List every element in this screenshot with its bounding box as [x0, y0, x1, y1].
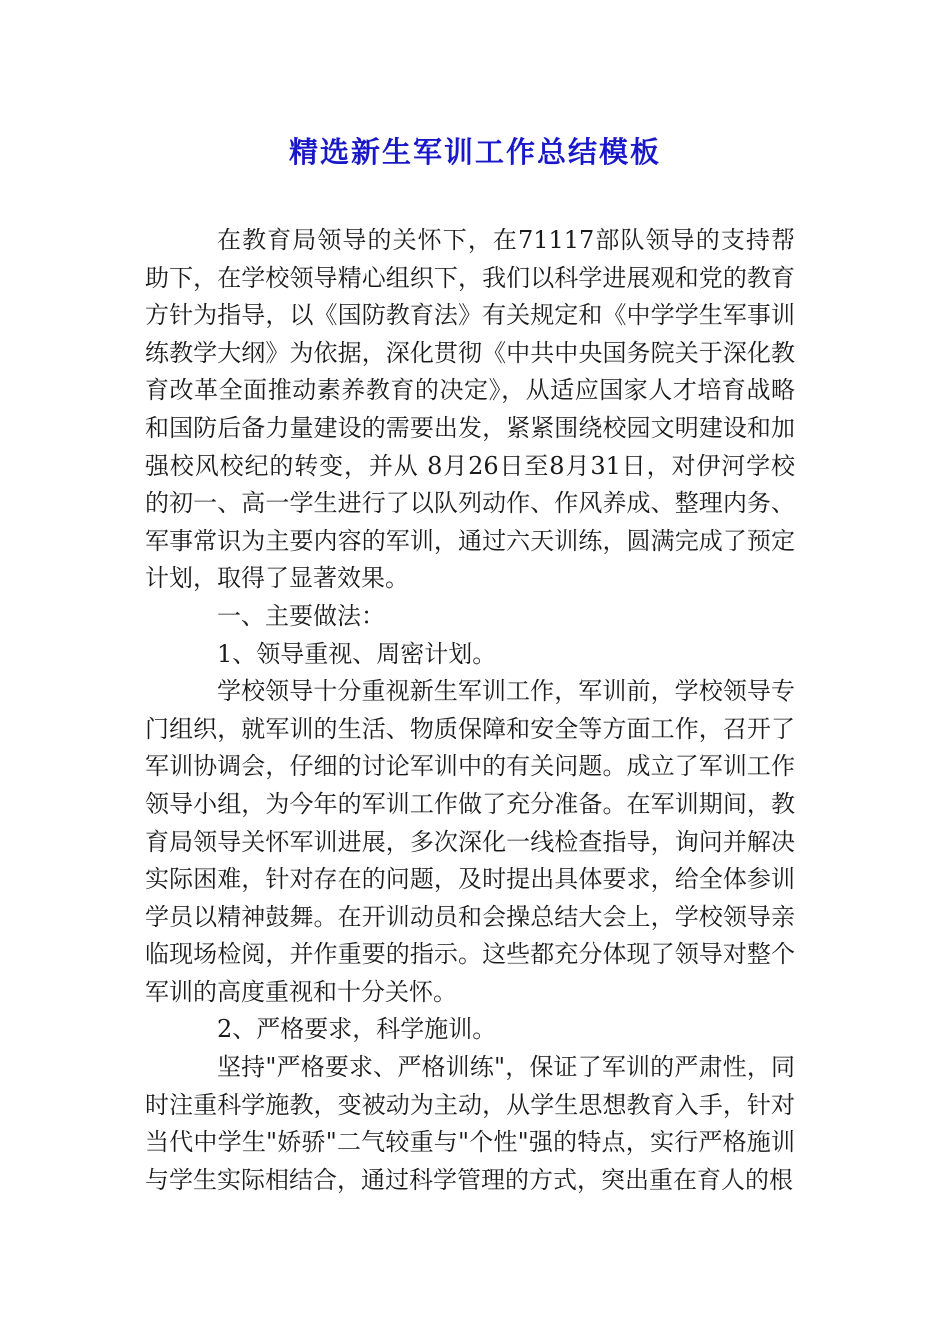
paragraph-strict-training: 坚持"严格要求、严格训练"，保证了军训的严肃性，同时注重科学施教，变被动为主动，从学生思想教育入手，针对当代中学生"娇骄"二气较重与"个性"强的特点，实行严格施训与学生实际相结合，通过科学管理的方式，突出重在育人的根 — [145, 1053, 795, 1194]
subheading-leadership: 1、领导重视、周密计划。 — [217, 639, 497, 668]
subheading-strict-training: 2、严格要求，科学施训。 — [217, 1015, 497, 1044]
paragraph-leadership: 学校领导十分重视新生军训工作，军训前，学校领导专门组织，就军训的生活、物质保障和安全等方面工作，召开了军训协调会，仔细的讨论军训中的有关问题。成立了军训工作领导小组，为今年的军训工作做了充分准备。在军训期间，教育局领导关怀军训进展，多次深化一线检查指导，询问并解决实际困难，针对存在的问题，及时提出具体要求，给全体参训学员以精神鼓舞。在开训动员和会操总结大会上，学校领导亲临现场检阅，并作重要的指示。这些都充分体现了领导对整个军训的高度重视和十分关怀。 — [145, 677, 795, 1006]
document-body — [145, 222, 795, 1199]
document-title: 精选新生军训工作总结模板 — [288, 135, 661, 169]
paragraph-intro: 在教育局领导的关怀下，在71117部队领导的支持帮助下，在学校领导精心组织下，我们以科学进展观和党的教育方针为指导，以《国防教育法》有关规定和《中学学生军事训练教学大纲》为依据，深化贯彻《中共中央国务院关于深化教育改革全面推动素养教育的决定》，从适应国家人才培育战略和国防后备力量建设的需要出发，紧紧围绕校园文明建设和加强校风校纪的转变，并从 8月26日至8月31日，对伊河学校的初一、高一学生进行了以队列动作、作风养成、整理内务、军事常识为主要内容的军训，通过六天训练，圆满完成了预定计划，取得了显著效果。 — [145, 226, 795, 593]
section-heading-main-methods: 一、主要做法： — [217, 601, 385, 630]
